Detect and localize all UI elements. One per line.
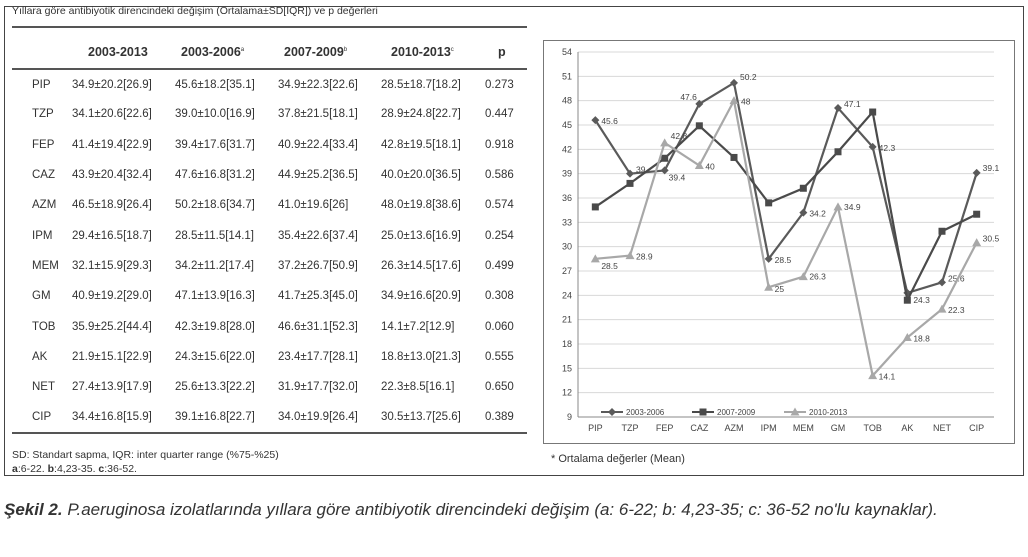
table-cell: 41.7±25.3[45.0] bbox=[278, 290, 358, 303]
title-rule bbox=[12, 26, 527, 28]
data-label: 34.9 bbox=[844, 201, 861, 212]
data-label: 25.6 bbox=[948, 273, 965, 284]
chart-note: * Ortalama değerler (Mean) bbox=[551, 453, 685, 465]
x-tick-label: MEM bbox=[792, 423, 814, 433]
data-label: 40 bbox=[705, 161, 715, 172]
table-title: Yıllara göre antibiyotik direncindeki değişim (Ortalama±SD[IQR]) ve p değerleri bbox=[12, 5, 378, 17]
column-header: 2010-2013$^c$ bbox=[379, 35, 482, 69]
table-row bbox=[12, 402, 527, 432]
table-cell: 39.4±17.6[31.7] bbox=[175, 138, 255, 151]
y-tick-label: 39 bbox=[561, 168, 572, 179]
data-point bbox=[592, 203, 599, 210]
table-cell: 21.9±15.1[22.9] bbox=[72, 350, 152, 363]
data-label: 42.3 bbox=[878, 142, 896, 153]
table-cell: 50.2±18.6[34.7] bbox=[175, 199, 255, 212]
antibiotic-name-cell: TOB bbox=[32, 320, 56, 333]
table-row bbox=[12, 342, 527, 372]
footnote-range: :6-22. bbox=[17, 463, 48, 475]
table-cell: 45.6±18.2[35.1] bbox=[175, 78, 255, 91]
table-cell: 48.0±19.8[38.6] bbox=[381, 199, 461, 212]
data-point bbox=[972, 238, 981, 246]
data-label: 34.2 bbox=[809, 208, 826, 219]
table-cell: 28.5±18.7[18.2] bbox=[381, 78, 461, 91]
table-cell: 28.9±24.8[22.7] bbox=[381, 108, 461, 121]
table-cell: 41.0±19.6[26] bbox=[278, 199, 349, 212]
footnote-abbreviations: SD: Standart sapma, IQR: inter quarter range (%75-%25) bbox=[12, 449, 279, 461]
table-cell: 41.4±19.4[22.9] bbox=[72, 138, 152, 151]
data-label: 50.2 bbox=[740, 71, 757, 82]
legend-marker bbox=[608, 408, 616, 416]
antibiotic-name-cell: PIP bbox=[32, 78, 51, 91]
table-cell: 0.586 bbox=[485, 169, 514, 182]
data-point bbox=[869, 109, 876, 116]
data-label: 26.3 bbox=[809, 271, 826, 282]
x-tick-label: NET bbox=[933, 423, 951, 433]
table-cell: 42.8±19.5[18.1] bbox=[381, 138, 461, 151]
data-point bbox=[938, 278, 946, 286]
x-tick-label: CAZ bbox=[690, 423, 709, 433]
data-label: 14.1 bbox=[878, 371, 896, 382]
data-label: 39.4 bbox=[668, 172, 686, 183]
table-body bbox=[12, 69, 527, 433]
table-header-row bbox=[12, 35, 527, 69]
y-tick-label: 18 bbox=[561, 339, 572, 349]
table-cell: 40.9±19.2[29.0] bbox=[72, 290, 152, 303]
caption-label: Şekil 2. bbox=[4, 500, 63, 519]
table-cell: 28.5±11.5[14.1] bbox=[175, 229, 254, 242]
table-cell: 30.5±13.7[25.6] bbox=[379, 402, 482, 432]
antibiotic-name-cell: GM bbox=[32, 290, 51, 303]
table-cell: 35.4±22.6[37.4] bbox=[278, 229, 358, 242]
table-row bbox=[12, 251, 527, 281]
y-tick-label: 12 bbox=[561, 387, 572, 398]
y-tick-label: 27 bbox=[561, 266, 572, 276]
data-point bbox=[660, 138, 669, 146]
series-line bbox=[595, 112, 976, 300]
table-row bbox=[12, 311, 527, 341]
x-tick-label: AK bbox=[901, 423, 914, 433]
table-row bbox=[12, 372, 527, 402]
x-tick-label: TOB bbox=[863, 423, 882, 433]
table-cell: 0.389 bbox=[482, 402, 527, 432]
data-label: 47.6 bbox=[680, 91, 697, 102]
footnote-letter: a bbox=[12, 463, 18, 475]
y-tick-label: 33 bbox=[561, 217, 572, 228]
data-label: 28.5 bbox=[774, 254, 792, 265]
table-cell: 23.4±17.7[28.1] bbox=[278, 350, 358, 363]
data-label: 28.9 bbox=[636, 251, 653, 262]
y-tick-label: 54 bbox=[561, 47, 572, 57]
data-label: 42.8 bbox=[670, 130, 688, 141]
table-cell: 34.4±16.8[15.9] bbox=[70, 402, 173, 432]
table-cell: 39.1±16.8[22.7] bbox=[173, 402, 276, 432]
table-cell: 18.8±13.0[21.3] bbox=[381, 350, 461, 363]
figure-caption bbox=[4, 499, 1024, 520]
data-point bbox=[799, 272, 808, 280]
data-point bbox=[939, 228, 946, 235]
column-header bbox=[12, 35, 70, 69]
data-point bbox=[904, 297, 911, 304]
x-tick-label: AZM bbox=[724, 423, 744, 433]
table-cell: 44.9±25.2[36.5] bbox=[278, 169, 358, 182]
table-cell: 47.1±13.9[16.3] bbox=[175, 290, 255, 303]
data-label: 30.5 bbox=[982, 233, 1000, 244]
table-cell: 0.918 bbox=[485, 138, 514, 151]
y-tick-label: 45 bbox=[561, 120, 572, 130]
table-cell: 37.2±26.7[50.9] bbox=[278, 259, 358, 272]
data-label: 39.1 bbox=[982, 162, 1000, 173]
y-tick-label: 21 bbox=[561, 314, 572, 325]
data-point bbox=[765, 199, 772, 206]
chart-svg bbox=[544, 41, 1016, 445]
table-row bbox=[12, 160, 527, 190]
data-label: 28.5 bbox=[601, 260, 618, 271]
table-cell: 0.447 bbox=[485, 108, 514, 121]
table-cell: 37.8±21.5[18.1] bbox=[278, 108, 358, 121]
table-cell: 0.254 bbox=[485, 229, 514, 242]
footnote-letter: c bbox=[98, 463, 105, 475]
data-point bbox=[661, 155, 668, 162]
legend-marker bbox=[700, 409, 707, 416]
table-cell: 34.9±20.2[26.9] bbox=[72, 78, 152, 91]
table-cell: 34.9±22.3[22.6] bbox=[278, 78, 358, 91]
y-tick-label: 51 bbox=[561, 71, 572, 82]
antibiotic-name-cell: CIP bbox=[12, 402, 70, 432]
table-cell: 25.0±13.6[16.9] bbox=[381, 229, 461, 242]
table-cell: 34.0±19.9[26.4] bbox=[276, 402, 379, 432]
data-label: 47.1 bbox=[844, 98, 861, 109]
x-tick-label: TZP bbox=[621, 423, 639, 433]
x-tick-label: IPM bbox=[760, 423, 777, 433]
y-tick-label: 24 bbox=[561, 290, 572, 301]
x-tick-label: FEP bbox=[655, 423, 674, 433]
data-label: 48 bbox=[741, 96, 751, 107]
table-row bbox=[12, 220, 527, 250]
table-cell: 35.9±25.2[44.4] bbox=[72, 320, 152, 333]
table-cell: 24.3±15.6[22.0] bbox=[175, 350, 255, 363]
antibiotic-name-cell: CAZ bbox=[32, 169, 55, 182]
table-cell: 22.3±8.5[16.1] bbox=[381, 381, 455, 394]
y-tick-label: 36 bbox=[561, 193, 572, 203]
y-tick-label: 30 bbox=[561, 241, 572, 252]
table-cell: 32.1±15.9[29.3] bbox=[72, 259, 152, 272]
table-cell: 0.273 bbox=[485, 78, 514, 91]
antibiotic-name-cell: MEM bbox=[32, 259, 59, 272]
table-cell: 0.060 bbox=[485, 320, 514, 333]
y-tick-label: 9 bbox=[566, 412, 572, 422]
data-point bbox=[731, 154, 738, 161]
table-cell: 14.1±7.2[12.9] bbox=[381, 320, 455, 333]
x-tick-label: CIP bbox=[969, 423, 985, 433]
table-cell: 0.650 bbox=[485, 381, 514, 394]
table-cell: 34.9±16.6[20.9] bbox=[381, 290, 461, 303]
data-point bbox=[973, 211, 980, 218]
legend-label: 2010-2013 bbox=[809, 408, 848, 417]
table-cell: 0.574 bbox=[485, 199, 514, 212]
table-row bbox=[12, 130, 527, 160]
table-cell: 40.9±22.4[33.4] bbox=[278, 138, 358, 151]
data-label: 22.3 bbox=[948, 305, 965, 316]
table-cell: 34.1±20.6[22.6] bbox=[72, 108, 152, 121]
table-cell: 40.0±20.0[36.5] bbox=[381, 169, 461, 182]
y-tick-label: 48 bbox=[561, 95, 572, 106]
data-point bbox=[835, 148, 842, 155]
caption-text: P.aeruginosa izolatlarında yıllara göre antibiyotik direncindeki değişim (a: 6-22; b: 4,23-35; c: 36-52 no'lu kaynaklar). bbox=[62, 500, 938, 519]
antibiotic-name-cell: IPM bbox=[32, 229, 53, 242]
table-cell: 43.9±20.4[32.4] bbox=[72, 169, 152, 182]
x-tick-label: GM bbox=[830, 423, 846, 433]
footnote-range: :4,23-35. bbox=[54, 463, 99, 475]
table-cell: 0.499 bbox=[485, 259, 514, 272]
footnote-sources bbox=[12, 463, 137, 475]
column-header: p bbox=[482, 35, 527, 69]
column-header: 2003-2013 bbox=[70, 35, 173, 69]
table-cell: 0.555 bbox=[485, 350, 514, 363]
data-table bbox=[12, 35, 527, 434]
x-tick-label: PIP bbox=[588, 423, 603, 433]
legend-label: 2003-2006 bbox=[626, 408, 665, 417]
antibiotic-name-cell: NET bbox=[32, 381, 55, 394]
antibiotic-name-cell: TZP bbox=[32, 108, 54, 121]
table-cell: 29.4±16.5[18.7] bbox=[72, 229, 152, 242]
footnote-letter: b bbox=[47, 463, 55, 475]
table-cell: 39.0±10.0[16.9] bbox=[175, 108, 255, 121]
data-point bbox=[938, 305, 947, 313]
data-label: 45.6 bbox=[601, 116, 618, 127]
table-cell: 0.308 bbox=[485, 290, 514, 303]
table-cell: 31.9±17.7[32.0] bbox=[278, 381, 358, 394]
data-label: 39 bbox=[636, 164, 646, 175]
table-cell: 27.4±13.9[17.9] bbox=[72, 381, 152, 394]
data-point bbox=[800, 185, 807, 192]
table-cell: 47.6±16.8[31.2] bbox=[175, 169, 255, 182]
table-row bbox=[12, 190, 527, 220]
column-header: 2007-2009$^b$ bbox=[276, 35, 379, 69]
y-tick-label: 42 bbox=[561, 144, 572, 155]
data-point bbox=[834, 202, 843, 210]
table-row bbox=[12, 281, 527, 311]
data-point bbox=[696, 122, 703, 129]
table-cell: 42.3±19.8[28.0] bbox=[175, 320, 255, 333]
data-point bbox=[973, 169, 981, 177]
data-point bbox=[627, 180, 634, 187]
line-chart bbox=[543, 40, 1015, 444]
antibiotic-name-cell: AK bbox=[32, 350, 48, 363]
data-label: 24.3 bbox=[913, 294, 930, 305]
table-row bbox=[12, 99, 527, 129]
antibiotic-name-cell: AZM bbox=[32, 199, 57, 212]
table-cell: 46.5±18.9[26.4] bbox=[72, 199, 152, 212]
antibiotic-name-cell: FEP bbox=[32, 138, 55, 151]
table-cell: 46.6±31.1[52.3] bbox=[278, 320, 358, 333]
column-header: 2003-2006$^a$ bbox=[173, 35, 276, 69]
footnote-range: :36-52. bbox=[104, 463, 137, 475]
table-cell: 34.2±11.2[17.4] bbox=[175, 259, 254, 272]
data-label: 25 bbox=[774, 284, 785, 295]
table-cell: 25.6±13.3[22.2] bbox=[175, 381, 255, 394]
data-label: 18.8 bbox=[913, 333, 930, 344]
y-tick-label: 15 bbox=[561, 363, 572, 374]
table-row bbox=[12, 69, 527, 99]
legend-label: 2007-2009 bbox=[717, 408, 756, 417]
table-cell: 26.3±14.5[17.6] bbox=[381, 259, 461, 272]
